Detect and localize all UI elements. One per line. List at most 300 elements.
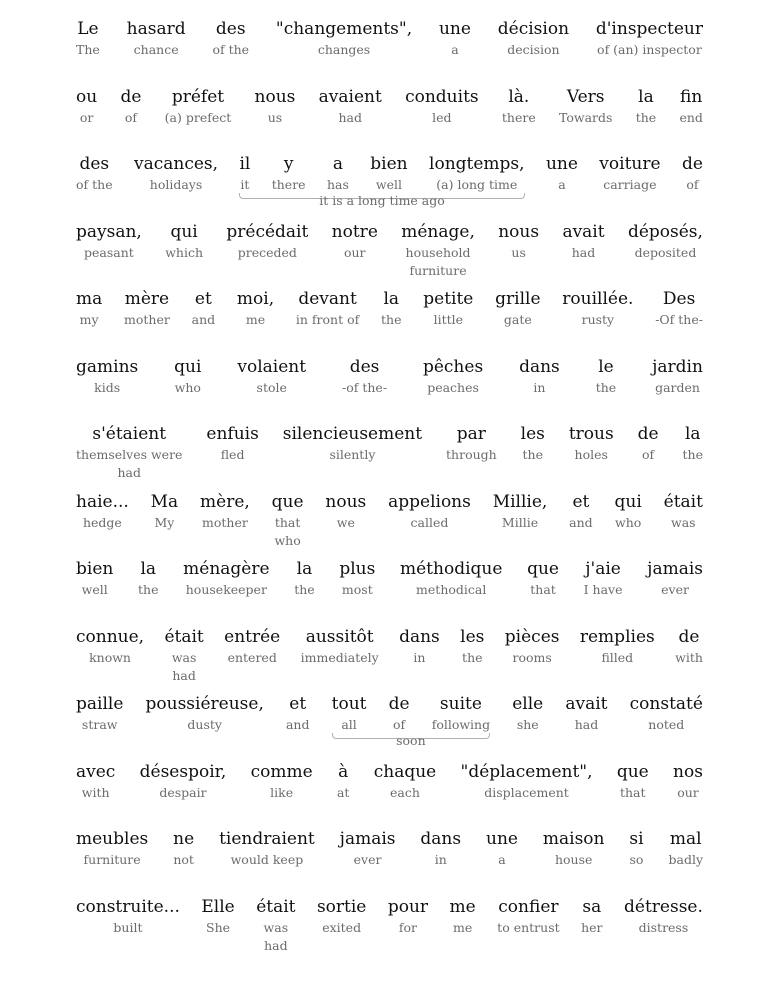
word-pair xyxy=(596,18,703,86)
gloss-line: Millie xyxy=(501,514,539,530)
english-gloss xyxy=(432,109,451,127)
gloss-line: garden xyxy=(655,379,700,395)
french-word: et xyxy=(289,694,307,714)
gloss-line: mother xyxy=(202,514,248,530)
word-pair xyxy=(370,153,407,221)
gloss-line: (a) prefect xyxy=(164,109,232,125)
gloss-line: distress xyxy=(638,919,689,935)
french-word: mère xyxy=(124,289,170,309)
french-word: notre xyxy=(331,221,378,242)
gloss-line: me xyxy=(245,312,266,327)
text-line xyxy=(76,356,703,424)
english-gloss xyxy=(390,784,420,802)
french-word: méthodique xyxy=(400,559,503,579)
english-gloss xyxy=(603,176,656,194)
french-word: la xyxy=(638,86,654,107)
word-pair xyxy=(664,491,703,559)
french-word: une xyxy=(438,19,471,39)
gloss-line: gate xyxy=(503,312,532,327)
gloss-line: had xyxy=(264,937,288,953)
english-gloss xyxy=(124,311,170,329)
english-gloss xyxy=(677,784,699,802)
french-word: elle xyxy=(512,694,544,714)
english-gloss xyxy=(338,109,362,127)
word-pair xyxy=(76,288,102,356)
interlinear-text xyxy=(76,18,703,963)
word-pair xyxy=(224,626,280,694)
french-word: de xyxy=(637,424,659,444)
gloss-line: a xyxy=(451,42,459,57)
text-line xyxy=(76,761,703,829)
french-word: qui xyxy=(614,491,642,512)
word-pair xyxy=(617,761,649,829)
gloss-line: immediately xyxy=(300,649,379,665)
text-line xyxy=(76,693,703,761)
gloss-line: little xyxy=(433,312,464,327)
word-pair xyxy=(76,356,138,424)
gloss-line: carriage xyxy=(603,177,657,192)
french-word: était xyxy=(164,626,204,647)
english-gloss xyxy=(601,649,633,667)
english-gloss xyxy=(416,581,486,599)
text-line xyxy=(76,18,703,86)
word-pair xyxy=(495,288,540,356)
english-gloss xyxy=(154,514,174,532)
word-pair xyxy=(682,153,703,221)
gloss-line: badly xyxy=(668,852,703,867)
gloss-line: led xyxy=(432,109,452,125)
gloss-line: had xyxy=(117,465,141,480)
english-gloss xyxy=(84,851,141,869)
english-gloss xyxy=(427,379,479,397)
word-pair xyxy=(493,491,548,559)
word-pair xyxy=(647,558,703,626)
french-word: décision xyxy=(497,19,570,39)
word-pair xyxy=(201,896,234,964)
gloss-line: noted xyxy=(648,717,685,732)
word-pair xyxy=(543,828,605,896)
gloss-line: furniture xyxy=(83,852,141,867)
word-pair xyxy=(134,153,218,221)
word-pair xyxy=(505,626,560,694)
french-word: chaque xyxy=(373,761,437,782)
word-pair xyxy=(76,558,113,626)
gloss-line: (a) long time xyxy=(436,177,518,192)
french-word: des xyxy=(79,154,110,174)
english-gloss xyxy=(639,919,689,937)
gloss-line: following xyxy=(431,717,491,732)
word-pair xyxy=(165,221,203,289)
french-word: et xyxy=(572,491,590,512)
gloss-line: the xyxy=(138,582,159,597)
french-word: détresse. xyxy=(624,896,703,917)
gloss-line: -of the- xyxy=(342,379,388,395)
text-line xyxy=(76,423,703,491)
word-pair xyxy=(120,86,141,154)
english-gloss xyxy=(675,649,703,667)
french-word: nous xyxy=(325,491,367,512)
gloss-line: the xyxy=(522,447,543,462)
gloss-line: in xyxy=(413,649,426,665)
french-word: la xyxy=(296,559,313,579)
english-gloss xyxy=(113,919,142,937)
word-pair xyxy=(580,626,655,694)
gloss-line: through xyxy=(446,447,497,462)
gloss-line: and xyxy=(191,312,216,327)
gloss-line: known xyxy=(89,649,131,665)
french-word: avaient xyxy=(318,86,382,107)
word-pair xyxy=(219,828,315,896)
gloss-line: peaches xyxy=(427,379,479,395)
word-pair xyxy=(151,491,179,559)
word-pair xyxy=(420,828,461,896)
english-gloss xyxy=(165,244,203,262)
word-pair xyxy=(405,86,479,154)
gloss-line: of the xyxy=(212,42,250,57)
word-pair xyxy=(679,86,702,154)
gloss-line: despair xyxy=(159,784,207,800)
gloss-line: themselves were xyxy=(76,447,183,462)
english-gloss xyxy=(615,514,641,532)
english-gloss xyxy=(342,581,373,599)
word-pair xyxy=(296,288,359,356)
word-pair xyxy=(429,153,525,221)
french-word: précédait xyxy=(226,221,309,242)
word-pair xyxy=(76,693,123,761)
gloss-line: exited xyxy=(322,919,362,935)
english-gloss xyxy=(497,919,559,937)
word-pair xyxy=(400,558,502,626)
gloss-line: ever xyxy=(353,852,382,867)
gloss-line: with xyxy=(675,649,703,665)
english-gloss xyxy=(655,311,703,329)
english-gloss xyxy=(84,244,134,262)
gloss-line: with xyxy=(81,784,110,800)
english-gloss xyxy=(342,379,387,397)
gloss-line: had xyxy=(338,109,362,125)
french-word: à xyxy=(338,761,349,782)
french-word: longtemps, xyxy=(429,154,525,174)
gloss-line: in xyxy=(533,379,546,395)
word-pair xyxy=(237,288,274,356)
text-line xyxy=(76,558,703,626)
english-gloss xyxy=(246,311,265,329)
english-gloss xyxy=(507,41,559,59)
gloss-line: or xyxy=(79,109,94,125)
english-gloss xyxy=(257,379,287,397)
gloss-line: called xyxy=(410,514,449,530)
word-pair xyxy=(76,221,142,289)
gloss-line: of xyxy=(686,177,699,192)
gloss-line: fled xyxy=(220,447,245,462)
english-gloss xyxy=(511,244,525,262)
gloss-line: rusty xyxy=(581,312,615,327)
french-word: pêches xyxy=(422,356,484,377)
english-gloss xyxy=(150,176,203,194)
english-gloss xyxy=(301,649,379,667)
gloss-line: filled xyxy=(601,649,634,665)
french-word: la xyxy=(140,559,157,579)
word-pair xyxy=(498,221,539,289)
word-pair xyxy=(76,423,182,491)
gloss-line: and xyxy=(285,717,310,732)
english-gloss xyxy=(134,41,179,59)
french-word: paysan, xyxy=(76,221,142,242)
french-word: mère, xyxy=(200,491,250,512)
french-word: ne xyxy=(173,829,195,849)
english-gloss xyxy=(434,311,463,329)
gloss-line: house xyxy=(554,852,593,867)
gloss-line: who xyxy=(615,514,642,530)
gloss-line: had xyxy=(574,717,599,732)
word-pair xyxy=(301,626,379,694)
french-word: paille xyxy=(76,694,124,714)
english-gloss xyxy=(228,649,277,667)
english-gloss xyxy=(187,716,222,734)
french-word: les xyxy=(520,424,545,444)
gloss-line: so xyxy=(629,852,644,867)
word-pair xyxy=(124,288,170,356)
english-gloss xyxy=(165,109,232,127)
french-word: appelions xyxy=(388,491,471,512)
french-word: jamais xyxy=(647,559,703,579)
english-gloss xyxy=(125,109,137,127)
english-gloss xyxy=(655,379,700,397)
english-gloss xyxy=(80,311,99,329)
french-word: était xyxy=(663,491,703,512)
french-word: Ma xyxy=(150,491,179,512)
gloss-line: she xyxy=(516,717,539,732)
word-pair xyxy=(519,356,560,424)
gloss-line: had xyxy=(172,667,196,683)
word-pair xyxy=(332,221,378,289)
word-pair xyxy=(174,356,201,424)
english-gloss xyxy=(504,311,532,329)
gloss-line: each xyxy=(390,784,420,800)
text-line xyxy=(76,491,703,559)
english-gloss xyxy=(679,109,702,127)
word-pair xyxy=(183,558,269,626)
word-pair xyxy=(294,558,314,626)
gloss-line: that xyxy=(274,514,301,530)
english-gloss xyxy=(206,919,230,937)
french-word: tout xyxy=(331,694,367,714)
word-pair xyxy=(251,761,313,829)
word-pair xyxy=(388,491,471,559)
word-pair xyxy=(337,761,349,829)
french-word: Vers xyxy=(566,86,605,107)
word-pair xyxy=(192,288,216,356)
gloss-line: me xyxy=(452,919,473,935)
english-gloss xyxy=(533,379,545,397)
gloss-line: us xyxy=(511,244,526,260)
french-word: trous xyxy=(568,424,614,444)
gloss-line: decision xyxy=(507,42,560,57)
word-pair xyxy=(239,153,250,221)
gloss-line: it xyxy=(240,177,250,192)
english-gloss xyxy=(413,649,425,667)
word-pair xyxy=(332,693,367,761)
french-word: des xyxy=(349,356,380,377)
french-word: gamins xyxy=(76,356,139,377)
word-pair xyxy=(401,221,475,289)
french-word: pièces xyxy=(504,626,560,647)
french-word: de xyxy=(678,626,700,647)
french-word: me xyxy=(449,896,476,917)
gloss-line: a xyxy=(498,852,506,867)
french-word: avait xyxy=(565,694,608,714)
english-gloss xyxy=(337,514,355,532)
word-pair xyxy=(164,626,203,694)
french-word: y xyxy=(283,154,294,174)
english-gloss xyxy=(159,784,206,802)
gloss-line: rooms xyxy=(512,649,552,665)
english-gloss xyxy=(451,41,458,59)
english-gloss xyxy=(138,581,158,599)
french-word: ménagère xyxy=(183,559,270,579)
english-gloss xyxy=(668,851,703,869)
english-gloss xyxy=(202,514,248,532)
idiom-gloss: soon xyxy=(396,733,426,748)
word-pair xyxy=(562,221,604,289)
english-gloss xyxy=(620,784,646,802)
text-line xyxy=(76,896,703,964)
gloss-line: of xyxy=(393,717,406,732)
english-gloss xyxy=(572,244,596,262)
word-pair xyxy=(569,423,614,491)
word-pair xyxy=(521,423,545,491)
french-word: désespoir, xyxy=(139,761,227,782)
french-word: dans xyxy=(519,356,560,377)
english-gloss xyxy=(453,919,472,937)
gloss-line: at xyxy=(336,784,350,800)
french-word: Des xyxy=(662,289,696,309)
word-pair xyxy=(165,86,232,154)
english-gloss xyxy=(569,514,593,532)
word-pair xyxy=(584,558,623,626)
word-pair xyxy=(76,761,115,829)
english-gloss xyxy=(175,379,201,397)
french-word: avec xyxy=(76,761,116,782)
french-word: maison xyxy=(542,829,605,849)
french-word: volaient xyxy=(237,356,307,377)
gloss-line: displacement xyxy=(484,784,569,800)
gloss-line: Towards xyxy=(559,109,613,125)
french-word: là. xyxy=(508,86,530,107)
gloss-line: to entrust xyxy=(497,919,560,935)
gloss-line: methodical xyxy=(416,582,487,597)
english-gloss xyxy=(636,109,656,127)
french-word: jamais xyxy=(339,829,396,849)
english-gloss xyxy=(268,109,282,127)
gloss-line: was xyxy=(671,514,696,530)
english-gloss xyxy=(80,109,94,127)
word-pair xyxy=(283,423,422,491)
word-pair xyxy=(138,558,158,626)
gloss-line: and xyxy=(569,514,593,530)
english-gloss xyxy=(381,311,401,329)
word-pair xyxy=(76,86,97,154)
english-gloss xyxy=(559,109,612,127)
english-gloss xyxy=(575,716,599,734)
gloss-line: built xyxy=(113,919,143,935)
french-word: par xyxy=(456,424,486,444)
gloss-line: dusty xyxy=(187,717,222,732)
word-pair xyxy=(432,693,490,761)
word-pair xyxy=(76,491,129,559)
english-gloss xyxy=(354,851,382,869)
english-gloss xyxy=(192,311,216,329)
french-word: sa xyxy=(582,896,602,917)
text-line xyxy=(76,153,703,221)
word-pair xyxy=(388,896,428,964)
gloss-line: of xyxy=(642,447,655,462)
gloss-line: the xyxy=(595,379,617,395)
english-gloss xyxy=(648,716,684,734)
word-pair xyxy=(423,288,473,356)
english-gloss xyxy=(406,244,471,280)
word-pair xyxy=(439,18,471,86)
english-gloss xyxy=(502,109,536,127)
english-gloss xyxy=(575,446,608,464)
gloss-line: there xyxy=(501,109,536,125)
gloss-line: would keep xyxy=(230,852,304,867)
gloss-line: which xyxy=(165,244,204,260)
french-word: les xyxy=(460,626,485,647)
gloss-line: household xyxy=(405,244,471,260)
french-word: "déplacement", xyxy=(460,761,593,782)
gloss-line: of xyxy=(124,109,137,125)
english-gloss xyxy=(635,244,697,262)
word-pair xyxy=(599,153,660,221)
english-gloss xyxy=(82,784,110,802)
word-pair xyxy=(146,693,264,761)
word-pair xyxy=(76,18,100,86)
english-gloss xyxy=(630,851,644,869)
word-pair xyxy=(668,828,703,896)
word-pair xyxy=(255,86,296,154)
english-gloss xyxy=(296,311,359,329)
word-pair xyxy=(565,693,607,761)
word-pair xyxy=(340,828,396,896)
word-pair xyxy=(615,491,642,559)
gloss-line: a xyxy=(558,177,566,192)
word-pair xyxy=(559,86,612,154)
gloss-line: mother xyxy=(124,312,170,327)
gloss-line: all xyxy=(341,717,357,732)
gloss-line: the xyxy=(294,582,315,597)
gloss-line: end xyxy=(679,109,703,125)
word-pair xyxy=(381,288,401,356)
french-word: de xyxy=(388,694,410,714)
french-word: mal xyxy=(669,829,702,849)
gloss-line: that xyxy=(530,582,556,597)
english-gloss xyxy=(286,716,310,734)
word-pair xyxy=(596,356,616,424)
french-word: ou xyxy=(76,86,98,107)
english-gloss xyxy=(462,649,482,667)
english-gloss xyxy=(264,919,289,955)
word-pair xyxy=(399,626,440,694)
word-pair xyxy=(325,491,366,559)
word-pair xyxy=(498,18,569,86)
word-pair xyxy=(76,896,180,964)
word-pair xyxy=(683,423,703,491)
idiom-gloss: it is a long time ago xyxy=(319,193,445,208)
gloss-line: the xyxy=(381,312,402,327)
gloss-line: there xyxy=(271,177,306,192)
french-word: nous xyxy=(254,86,296,107)
